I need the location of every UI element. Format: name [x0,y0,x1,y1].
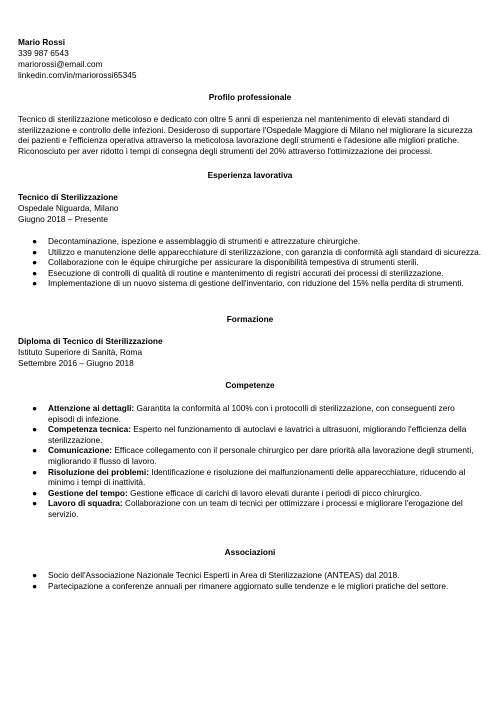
skill-item: ● Comunicazione: Efficace collegamento con il personale chirurgico per dare priorità alla lavorazione degli strumenti, migliorando il flusso di lavoro. [32,445,474,466]
education-heading: Formazione [226,314,274,324]
bullet-icon: ● [32,580,38,591]
bullet-icon: ● [32,267,38,278]
job-dates: Giugno 2018 – Presente [18,214,108,224]
list-item: ● Decontaminazione, ispezione e assemblaggio di strumenti e attrezzature chirurgiche. [32,236,361,246]
bullet-icon: ● [32,570,38,580]
associations-bullets [18,570,484,591]
contact-linkedin[interactable]: linkedin.com/in/mariorossi65345 [18,70,137,80]
profile-text: Tecnico di sterilizzazione meticoloso e dedicato con oltre 5 anni di esperienza nel mantenimento di elevati standard di sterilizzazione e controllo delle infezioni. Desideroso di supportare l'Ospedale Maggiore di Milano nel migliorare la sicurezza dei pazienti e l'efficienza operativa attraverso la meticolosa lavorazione degli strumenti e l'adesione alle migliori pratiche. Riconosciuto per aver ridotto i tempi di consegna degli strumenti del 20% attraverso l'ottimizzazione dei processi. [18,114,473,156]
bullet-icon: ● [32,236,38,246]
job-company: Ospedale Niguarda, Milano [18,203,119,213]
list-item: ● Implementazione di un nuovo sistema di gestione dell'inventario, con riduzione del 15% nella perdita di strumenti. [32,278,464,289]
list-item: ● Partecipazione a conferenze annuali per rimanere aggiornato sulle tendenze e le migliori pratiche del settore. [32,580,449,591]
list-item: ● Utilizzo e manutenzione delle apparecchiature di sterilizzazione, con garanzia di conformità agli standard di sicurezza. [32,246,482,257]
bullet-icon: ● [32,424,38,435]
associations-heading: Associazioni [224,547,276,557]
skill-item: ● Attenzione ai dettagli: Garantita la conformità al 100% con i protocolli di sterilizzazione, con conseguenti zero episodi di infezione. [32,403,455,424]
degree-dates: Settembre 2016 – Giugno 2018 [18,358,134,368]
bullet-icon: ● [32,498,38,509]
bullet-icon: ● [32,403,38,413]
skill-item: ● Risoluzione dei problemi: Identificazione e risoluzione dei malfunzionamenti delle apparecchiature, riducendo al minimo i tempi di inattività. [32,466,466,488]
degree-title: Diploma di Tecnico di Sterilizzazione [18,336,163,346]
bullet-icon: ● [32,246,38,257]
bullet-icon: ● [32,445,38,456]
skills-heading: Competenze [225,380,275,390]
job-title: Tecnico di Sterilizzazione [18,192,118,202]
skill-item: ● Gestione del tempo: Gestione efficace di carichi di lavoro elevati durante i periodi di picco chirurgico. [32,487,422,498]
list-item: ● Socio dell'Associazione Nazionale Tecnici Esperti in Area di Sterilizzazione (ANTEAS) dal 2018. [32,570,400,580]
degree-school: Istituto Superiore di Sanità, Roma [18,347,143,357]
profile-heading: Profilo professionale [208,92,292,102]
skill-item: ● Competenza tecnica: Esperto nel funzionamento di autoclavi e lavatrici a ultrasuoni, migliorando l'efficienza della sterilizzazione. [32,424,467,445]
bullet-icon: ● [32,257,38,268]
bullet-icon: ● [32,487,38,498]
skills-list [18,403,478,520]
contact-email[interactable]: mariorossi@email.com [18,59,103,69]
contact-name: Mario Rossi [18,37,66,47]
bullet-icon: ● [32,466,38,477]
experience-bullets [18,236,484,289]
contact-phone: 339 987 6543 [18,48,69,58]
list-item: ● Collaborazione con le équipe chirurgiche per assicurare la disponibilità tempestiva di strumenti sterili. [32,257,419,268]
bullet-icon: ● [32,278,38,289]
list-item: ● Esecuzione di controlli di qualità di routine e mantenimento di registri accurati dei processi di sterilizzazione. [32,267,444,278]
experience-heading: Esperienza lavorativa [207,170,293,180]
skill-item: ● Lavoro di squadra: Collaborazione con un team di tecnici per ottimizzare i processi e migliorare l'erogazione del servizio. [32,498,463,519]
